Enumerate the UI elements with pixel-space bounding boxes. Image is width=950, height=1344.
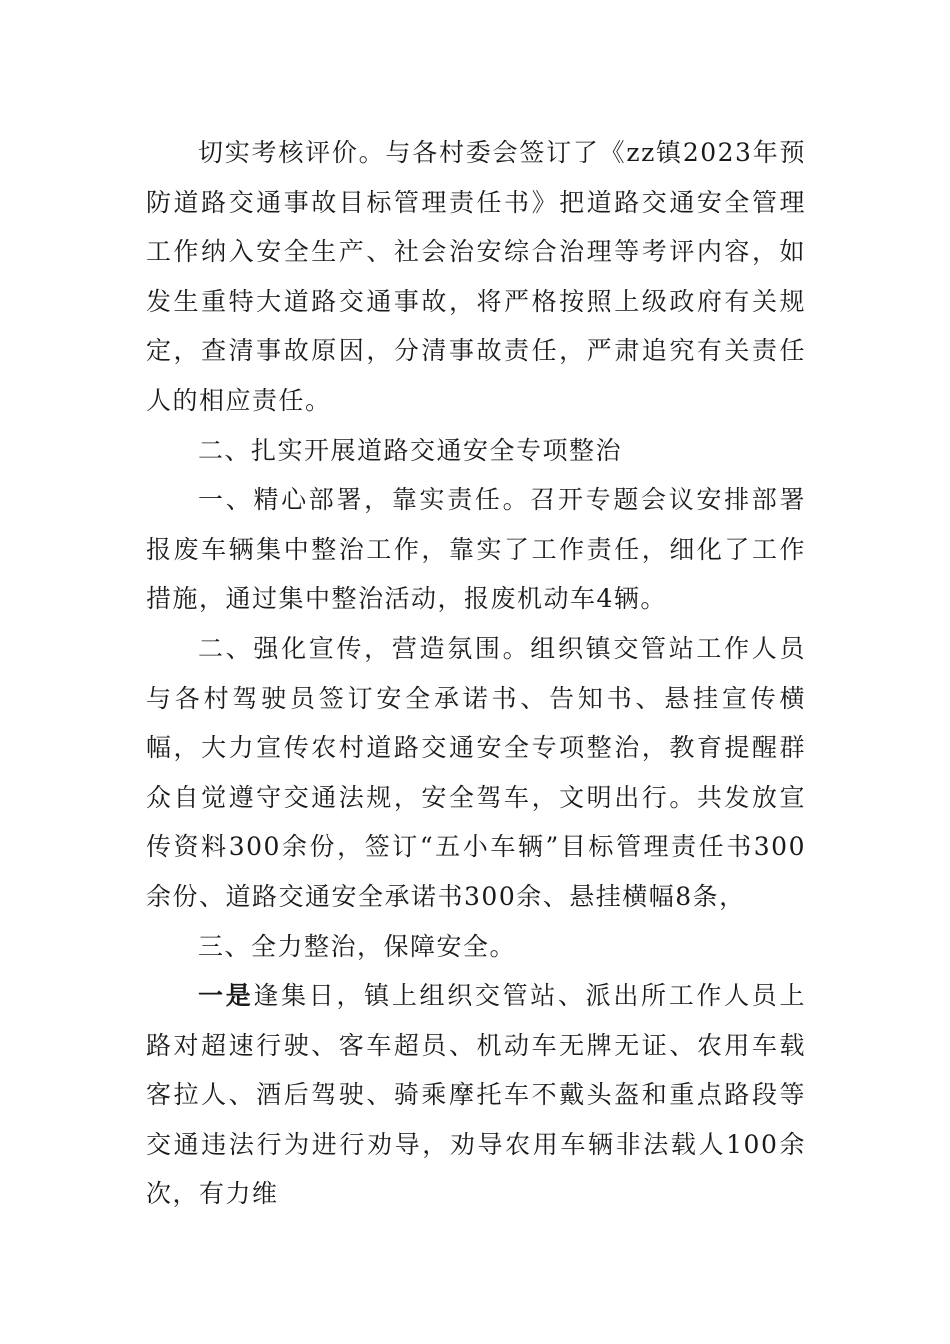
paragraph-text: 逢集日，镇上组织交管站、派出所工作人员上路对超速行驶、客车超员、机动车无牌无证、农用车载客拉人、酒后驾驶、骑乘摩托车不戴头盔和重点路段等交通违法行为进行劝导，劝导农用车辆非法载人100余次，有力维 (146, 981, 806, 1209)
paragraph-lead: 一是 (198, 981, 254, 1011)
paragraph-market-day (146, 971, 806, 1219)
paragraph-deployment: 一、精心部署，靠实责任。召开专题会议安排部署报废车辆集中整治工作，靠实了工作责任，细化了工作措施，通过集中整治活动，报废机动车4辆。 (146, 485, 806, 614)
document-body (146, 128, 806, 1219)
paragraph-assessment: 切实考核评价。与各村委会签订了《zz镇2023年预防道路交通事故目标管理责任书》把道路交通安全管理工作纳入安全生产、社会治安综合治理等考评内容，如发生重特大道路交通事故，将严格按照上级政府有关规定，查清事故原因，分清事故责任，严肃追究有关责任人的相应责任。 (146, 138, 806, 415)
paragraph-rectification: 三、全力整治，保障安全。 (198, 931, 517, 961)
paragraph-publicity: 二、强化宣传，营造氛围。组织镇交管站工作人员与各村驾驶员签订安全承诺书、告知书、悬挂宣传横幅，大力宣传农村道路交通安全专项整治，教育提醒群众自觉遵守交通法规，安全驾车，文明出行。共发放宣传资料300余份，签订“五小车辆”目标管理责任书300余份、道路交通安全承诺书300余、悬挂横幅8条， (146, 633, 806, 911)
section-heading: 二、扎实开展道路交通安全专项整治 (198, 435, 623, 465)
